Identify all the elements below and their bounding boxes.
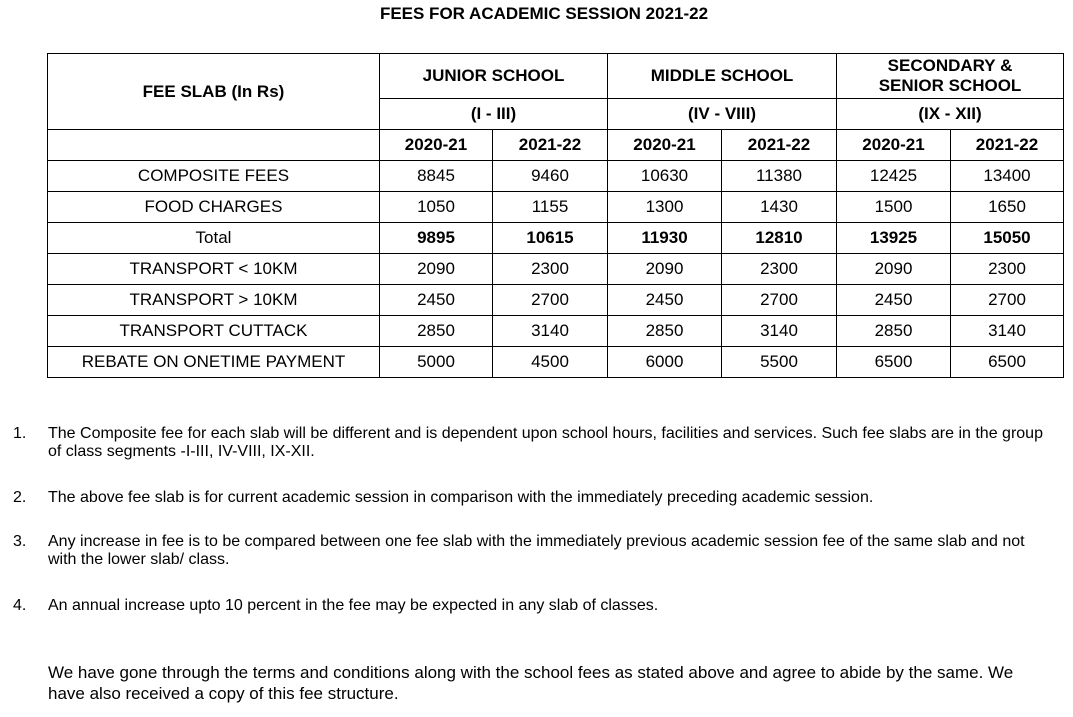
row-label: TRANSPORT < 10KM [48,254,380,285]
cell-value: 15050 [951,223,1064,254]
note-number: 3. [13,533,27,550]
page-title: FEES FOR ACADEMIC SESSION 2021-22 [379,4,709,23]
fee-table [47,53,1064,378]
cell-value: 1430 [722,192,837,223]
year-row-blank [48,130,380,161]
cell-value: 12810 [722,223,837,254]
cell-value: 2090 [608,254,722,285]
row-label: COMPOSITE FEES [48,161,380,192]
year-header: 2021-22 [722,130,837,161]
cell-value: 2300 [951,254,1064,285]
cell-value: 2090 [380,254,493,285]
cell-value: 13925 [837,223,951,254]
table-row [48,161,1064,192]
table-row [48,254,1064,285]
cell-value: 1155 [493,192,608,223]
year-header: 2020-21 [608,130,722,161]
cell-value: 2850 [837,316,951,347]
group-header-secondary-line1: SECONDARY & [887,56,1013,75]
cell-value: 10615 [493,223,608,254]
table-row [48,347,1064,378]
group-range-junior: (I - III) [380,99,608,130]
cell-value: 2300 [722,254,837,285]
cell-value: 6500 [837,347,951,378]
year-header: 2020-21 [380,130,493,161]
cell-value: 9895 [380,223,493,254]
group-header-middle: MIDDLE SCHOOL [608,54,837,99]
cell-value: 2450 [380,285,493,316]
group-header-junior: JUNIOR SCHOOL [380,54,608,99]
cell-value: 11380 [722,161,837,192]
cell-value: 2300 [493,254,608,285]
cell-value: 5000 [380,347,493,378]
group-range-secondary: (IX - XII) [837,99,1064,130]
cell-value: 5500 [722,347,837,378]
cell-value: 6500 [951,347,1064,378]
closing-statement: We have gone through the terms and conditions along with the school fees as stated above and agree to abide by the same. We have also received a copy of this fee structure. [48,663,1014,703]
row-label: REBATE ON ONETIME PAYMENT [48,347,380,378]
cell-value: 4500 [493,347,608,378]
row-label: FOOD CHARGES [48,192,380,223]
row-label: Total [48,223,380,254]
cell-value: 13400 [951,161,1064,192]
note-text: Any increase in fee is to be compared between one fee slab with the immediately previous academic session fee of the same slab and not with the lower slab/ class. [48,533,1025,568]
cell-value: 1050 [380,192,493,223]
year-header: 2021-22 [951,130,1064,161]
cell-value: 1300 [608,192,722,223]
cell-value: 1650 [951,192,1064,223]
note-text: An annual increase upto 10 percent in the fee may be expected in any slab of classes. [48,597,659,614]
cell-value: 12425 [837,161,951,192]
cell-value: 2450 [837,285,951,316]
cell-value: 3140 [493,316,608,347]
cell-value: 10630 [608,161,722,192]
group-header-secondary-line2: SENIOR SCHOOL [878,76,1022,95]
cell-value: 2850 [608,316,722,347]
cell-value: 2850 [380,316,493,347]
cell-value: 11930 [608,223,722,254]
cell-value: 2090 [837,254,951,285]
note-number: 4. [13,597,27,614]
cell-value: 3140 [951,316,1064,347]
cell-value: 2450 [608,285,722,316]
table-row [48,316,1064,347]
table-row [48,192,1064,223]
cell-value: 3140 [722,316,837,347]
row-label: TRANSPORT > 10KM [48,285,380,316]
cell-value: 1500 [837,192,951,223]
cell-value: 2700 [493,285,608,316]
table-row [48,285,1064,316]
cell-value: 6000 [608,347,722,378]
year-header: 2020-21 [837,130,951,161]
year-header: 2021-22 [493,130,608,161]
fee-slab-header: FEE SLAB (In Rs) [48,54,380,130]
group-range-middle: (IV - VIII) [608,99,837,130]
cell-value: 2700 [951,285,1064,316]
group-header-secondary [837,54,1064,99]
note-text: The above fee slab is for current academic session in comparison with the immediately preceding academic session. [48,489,874,506]
cell-value: 8845 [380,161,493,192]
cell-value: 9460 [493,161,608,192]
row-label: TRANSPORT CUTTACK [48,316,380,347]
note-number: 2. [13,489,27,506]
cell-value: 2700 [722,285,837,316]
note-text: The Composite fee for each slab will be different and is dependent upon school hours, facilities and services. Such fee slabs are in the group of class segments -I-III, IV-VIII, IX-XII. [48,425,1043,460]
note-number: 1. [13,425,27,442]
table-row-total [48,223,1064,254]
